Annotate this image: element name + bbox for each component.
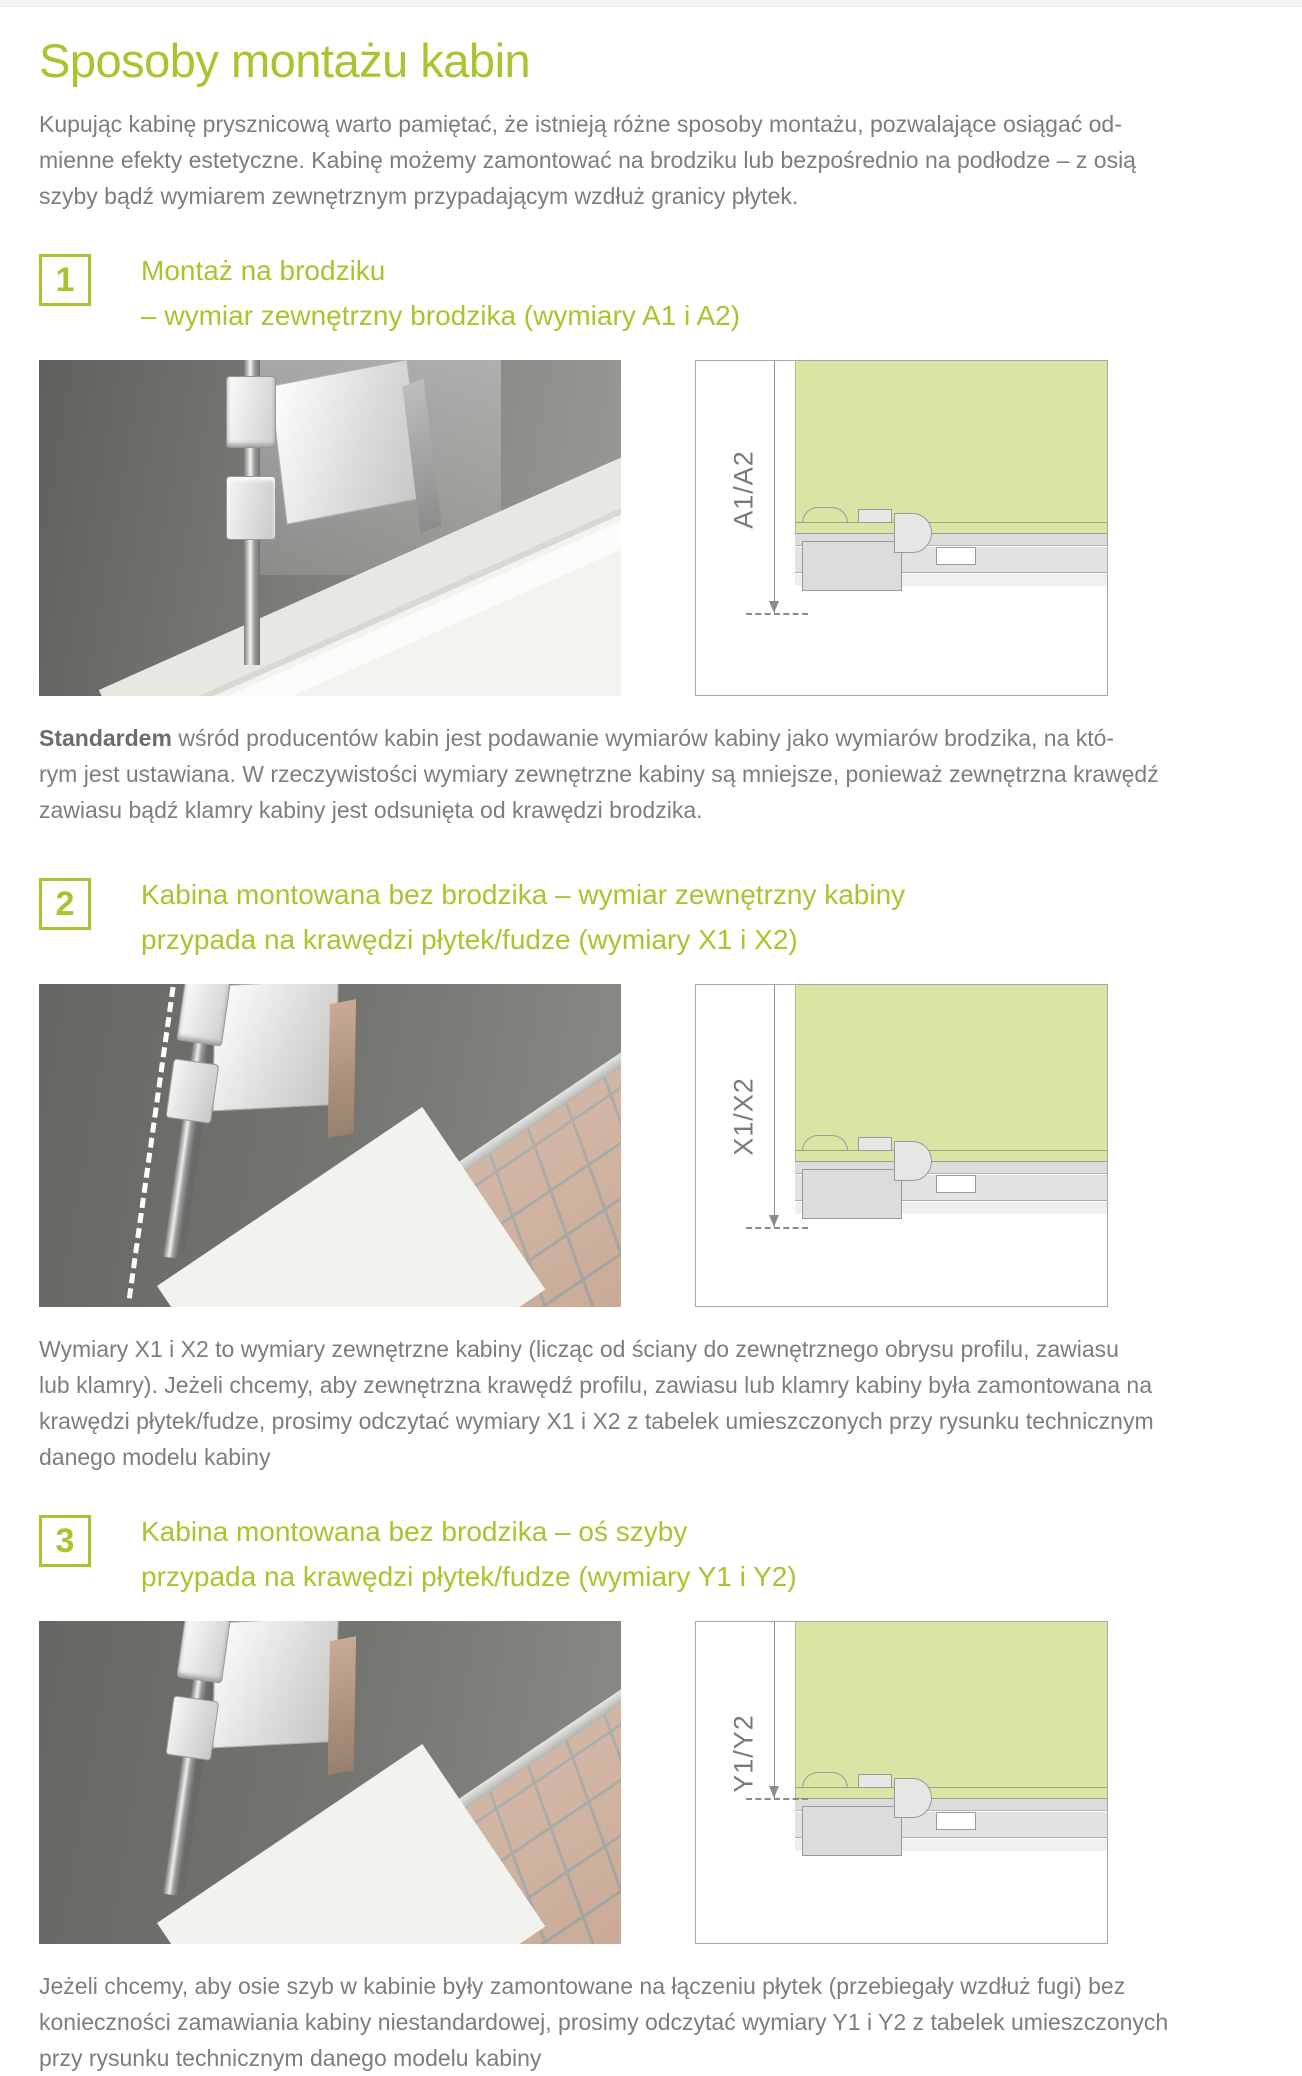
photo-hinge-tiled-floor-dashed	[39, 984, 621, 1307]
intro-line: Kupując kabinę prysznicową warto pamiętać, że istnieją różne sposoby montażu, pozwalające osiągać od-	[39, 111, 1122, 137]
intro-line: mienne efekty estetyczne. Kabinę możemy zamontować na brodziku lub bezpośrednio na podłodze – z osią	[39, 147, 1136, 173]
section-1-heading-line2: – wymiar zewnętrzny brodzika (wymiary A1 i A2)	[141, 300, 741, 331]
dimension-arrow-icon	[769, 1786, 779, 1798]
paragraph-line: rym jest ustawiana. W rzeczywistości wymiary zewnętrzne kabiny są mniejsze, ponieważ zewnętrzna krawędź	[39, 761, 1159, 787]
profile-hook-outline	[858, 1137, 892, 1151]
section-1-paragraph	[39, 720, 1302, 828]
section-1-header	[39, 248, 1302, 338]
dimension-line	[774, 361, 775, 613]
intro-line: szyby bądź wymiarem zewnętrznym przypadającym wzdłuż granicy płytek.	[39, 183, 799, 209]
hinge-wall-plate	[212, 1621, 338, 1748]
dimension-dashed-reference	[746, 613, 808, 615]
section-1-heading	[141, 248, 740, 338]
profile-left-block	[802, 1169, 902, 1219]
dimension-line	[774, 1622, 775, 1798]
hinge-lower-block	[165, 1695, 219, 1761]
paragraph-line: Jeżeli chcemy, aby osie szyb w kabinie były zamontowane na łączeniu płytek (przebiegały wzdłuż fugi) bez	[39, 1973, 1126, 1999]
section-2-heading-line1: Kabina montowana bez brodzika – wymiar zewnętrzny kabiny	[141, 879, 906, 910]
hinge-wall-plate-side	[328, 999, 356, 1138]
section-2-heading	[141, 872, 905, 962]
section-1-heading-line1: Montaż na brodziku	[141, 255, 386, 286]
section-1-number-box	[39, 254, 91, 306]
section-2-number: 2	[55, 884, 75, 923]
paragraph-text: wśród producentów kabin jest podawanie wymiarów kabiny jako wymiarów brodzika, na któ-	[171, 725, 1115, 751]
section-2-heading-line2: przypada na krawędzi płytek/fudze (wymiary X1 i X2)	[141, 924, 798, 955]
hinge-lower-block	[226, 476, 276, 540]
paragraph-line	[39, 720, 1302, 756]
profile-round-cap	[894, 513, 932, 553]
profile-hook-outline	[858, 1774, 892, 1788]
paragraph-line: krawędzi płytek/fudze, prosimy odczytać wymiary X1 i X2 z tabelek umieszczonych przy rysunku technicznym	[39, 1408, 1154, 1434]
photo-hinge-on-shower-tray	[39, 360, 621, 696]
dimension-dashed-reference	[746, 1227, 808, 1229]
profile-dome-outline	[802, 507, 848, 523]
profile-notch	[936, 1175, 976, 1193]
profile-round-cap	[894, 1141, 932, 1181]
dimension-label: X1/X2	[728, 1077, 759, 1156]
page-content	[0, 7, 1302, 2076]
diagram-x1-x2-cross-section	[695, 984, 1108, 1307]
section-2-number-box	[39, 878, 91, 930]
dimension-label: A1/A2	[728, 450, 759, 529]
hinge-lower-block	[165, 1058, 219, 1124]
hinge-upper-block	[176, 984, 231, 1047]
glass-pane-plan	[795, 361, 1107, 533]
paragraph-line: Wymiary X1 i X2 to wymiary zewnętrzne kabiny (licząc od ściany do zewnętrznego obrysu profilu, zawiasu	[39, 1336, 1119, 1362]
paragraph-line: zawiasu bądź klamry kabiny jest odsunięta od krawędzi brodzika.	[39, 797, 703, 823]
paragraph-line: konieczności zamawiania kabiny niestandardowej, prosimy odczytać wymiary Y1 i Y2 z tabelek umieszczonych	[39, 2009, 1169, 2035]
section-2-paragraph	[39, 1331, 1302, 1475]
section-2-header	[39, 872, 1302, 962]
section-1	[39, 248, 1302, 828]
diagram-y1-y2-cross-section	[695, 1621, 1108, 1944]
page-top-strip	[0, 0, 1302, 7]
hinge-upper-block	[176, 1621, 231, 1684]
profile-dome-outline	[802, 1772, 848, 1788]
diagram-a1-a2-cross-section	[695, 360, 1108, 696]
hinge-wall-plate-side	[328, 1636, 356, 1775]
dimension-arrow-icon	[769, 601, 779, 613]
paragraph-line: przy rysunku technicznym danego modelu kabiny	[39, 2045, 542, 2071]
photo-hinge-tiled-floor	[39, 1621, 621, 1944]
intro-paragraph	[39, 106, 1302, 214]
dimension-arrow-icon	[769, 1215, 779, 1227]
section-3-heading-line1: Kabina montowana bez brodzika – oś szyby	[141, 1516, 688, 1547]
section-3-paragraph	[39, 1968, 1302, 2076]
profile-left-block	[802, 1806, 902, 1856]
profile-left-block	[802, 541, 902, 591]
profile-hook-outline	[858, 509, 892, 523]
profile-round-cap	[894, 1778, 932, 1818]
paragraph-bold-prefix: Standardem	[39, 725, 172, 751]
section-3-header	[39, 1509, 1302, 1599]
section-3	[39, 1509, 1302, 2076]
section-2	[39, 872, 1302, 1475]
hinge-assembly	[39, 984, 619, 1307]
paragraph-line: lub klamry). Jeżeli chcemy, aby zewnętrzna krawędź profilu, zawiasu lub klamry kabiny była zamontowana na	[39, 1372, 1152, 1398]
hinge-assembly	[39, 1621, 619, 1944]
section-3-number-box	[39, 1515, 91, 1567]
profile-dome-outline	[802, 1135, 848, 1151]
hinge-upper-block	[226, 376, 276, 448]
section-2-figure-row	[39, 984, 1302, 1307]
section-3-number: 3	[55, 1521, 75, 1560]
profile-notch	[936, 1812, 976, 1830]
section-1-number: 1	[55, 260, 75, 299]
hinge-wall-plate	[212, 984, 338, 1111]
paragraph-line: danego modelu kabiny	[39, 1444, 271, 1470]
dimension-label: Y1/Y2	[728, 1714, 759, 1793]
glass-pane-plan	[795, 985, 1107, 1161]
dimension-line	[774, 985, 775, 1227]
section-3-figure-row	[39, 1621, 1302, 1944]
section-3-heading-line2: przypada na krawędzi płytek/fudze (wymiary Y1 i Y2)	[141, 1561, 797, 1592]
hinge-wall-plate	[270, 360, 425, 525]
section-3-heading	[141, 1509, 797, 1599]
page-title: Sposoby montażu kabin	[39, 34, 531, 87]
profile-notch	[936, 547, 976, 565]
glass-pane-plan	[795, 1622, 1107, 1798]
section-1-figure-row	[39, 360, 1302, 696]
